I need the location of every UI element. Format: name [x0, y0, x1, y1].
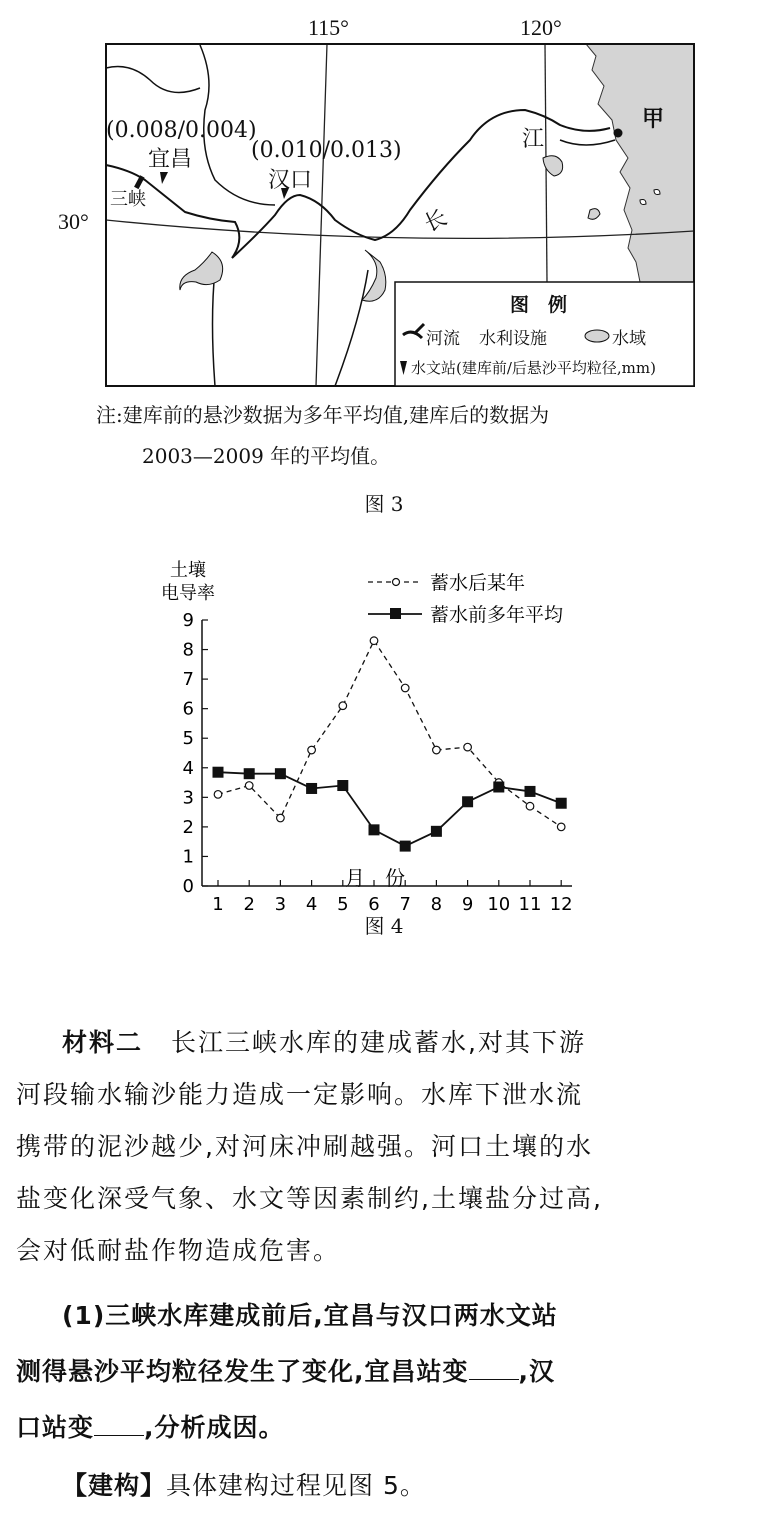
chart-y-tick-label: 8	[182, 639, 194, 661]
chart-y-tick-label: 5	[182, 728, 194, 750]
construct-text: 具体建构过程见图 5。	[166, 1471, 426, 1500]
chart-x-tick-label: 8	[430, 894, 443, 915]
material2-line5: 会对低耐盐作物造成危害。	[16, 1236, 341, 1265]
chart-y-tick-label: 1	[182, 846, 194, 868]
chang-label: 长	[420, 205, 452, 238]
series-1-point	[433, 746, 441, 754]
river-southeast	[335, 270, 368, 386]
construct-tag: 【建构】	[62, 1471, 167, 1500]
series-2-point	[493, 781, 504, 792]
chart-x-tick-label: 2	[243, 894, 255, 915]
hankou-answer-blank[interactable]	[94, 1413, 144, 1436]
legend-after-label: 蓄水后某年	[430, 572, 526, 594]
island-2	[654, 190, 660, 195]
chart-x-tick-label: 12	[549, 894, 573, 915]
river-northwest	[106, 67, 200, 93]
series-1-point	[214, 791, 222, 799]
lake-small-1	[588, 209, 600, 220]
jiang-label: 江	[522, 127, 545, 152]
chart-y-tick-label: 7	[182, 669, 194, 691]
series-2-point	[369, 824, 380, 835]
chart-x-tick-label: 1	[212, 894, 224, 915]
chart-xlabel: 月 份	[345, 866, 405, 890]
legend-facility-label: 水利设施	[479, 329, 547, 349]
yichang-answer-blank[interactable]	[469, 1357, 519, 1380]
series-1-point	[277, 814, 285, 822]
question-line2	[16, 1344, 555, 1400]
chart-ylabel-line2: 电导率	[161, 583, 215, 604]
meridian-115	[316, 44, 327, 386]
sanxia-label: 三峡	[110, 189, 146, 210]
figure3-note-line1: 注:建库前的悬沙数据为多年平均值,建库后的数据为	[96, 403, 550, 427]
yichang-values-label: (0.008/0.004)	[106, 118, 257, 143]
hankou-values-label: (0.010/0.013)	[251, 138, 402, 163]
chart-y-tick-label: 3	[182, 787, 194, 809]
series-2-point	[525, 786, 536, 797]
series-2-point	[400, 841, 411, 852]
series-line-2	[218, 772, 561, 846]
chart-x-tick-label: 9	[461, 894, 474, 915]
estuary-bank	[560, 140, 615, 145]
series-1-point	[526, 802, 534, 810]
series-1-point	[308, 746, 316, 754]
series-1-point	[245, 782, 253, 790]
series-2-point	[431, 826, 442, 837]
series-1-point	[370, 637, 378, 645]
legend-water-icon	[585, 330, 609, 342]
material2-text-1: 长江三峡水库的建成蓄水,对其下游	[171, 1028, 586, 1057]
legend-water-label: 水域	[612, 329, 646, 349]
chart-x-tick-label: 3	[274, 894, 287, 915]
material2-line1	[62, 1017, 586, 1069]
series-2-point	[337, 780, 348, 791]
legend-river-label: 河流	[426, 329, 460, 349]
chart-x-tick-label: 11	[518, 894, 542, 915]
chart-y-tick-label: 4	[182, 757, 194, 779]
yichang-station-marker	[160, 172, 168, 184]
series-1-point	[401, 684, 409, 692]
series-2-point	[462, 796, 473, 807]
series-2-point	[556, 798, 567, 809]
series-line-1	[218, 641, 561, 827]
chart-x-tick-label: 5	[337, 894, 349, 915]
question-line3-tail: ,分析成因。	[144, 1413, 285, 1442]
question-line2-tail: ,汉	[518, 1357, 555, 1386]
chart-x-tick-label: 4	[305, 894, 318, 915]
chart-x-tick-label: 6	[368, 894, 380, 915]
chart-y-tick-label: 2	[182, 816, 194, 838]
jia-point-marker	[614, 129, 623, 138]
material2-heading: 材料二	[62, 1028, 144, 1057]
series-2-point	[275, 768, 286, 779]
material2-line2: 河段输水输沙能力造成一定影响。水库下泄水流	[16, 1080, 584, 1109]
legend-station-label: 水文站(建库前/后悬沙平均粒径,mm)	[411, 359, 656, 377]
longitude-115-label: 115°	[308, 15, 349, 40]
question-line2-text: 测得悬沙平均粒径发生了变化,宜昌站变	[16, 1357, 469, 1386]
series-1-point	[464, 743, 472, 751]
question-line1: (1)三峡水库建成前后,宜昌与汉口两水文站	[62, 1301, 558, 1330]
series-2-point	[306, 783, 317, 794]
latitude-30-label: 30°	[58, 209, 89, 234]
chart-x-tick-label: 10	[487, 894, 511, 915]
legend-title: 图 例	[510, 294, 568, 316]
chart-x-tick-label: 7	[399, 894, 411, 915]
series-2-point	[213, 767, 224, 778]
line-chart-figure-4	[0, 540, 758, 915]
series-1-point	[339, 702, 347, 710]
question-line3-text: 口站变	[16, 1413, 95, 1442]
chart-ylabel-line1: 土壤	[170, 560, 206, 581]
legend-after-marker	[393, 579, 400, 586]
material2-line4: 盐变化深受气象、水文等因素制约,土壤盐分过高,	[16, 1184, 603, 1213]
lake-poyang	[362, 250, 386, 301]
legend-before-label: 蓄水前多年平均	[430, 604, 564, 626]
legend-before-marker	[390, 608, 401, 619]
river-south	[213, 270, 216, 386]
hankou-label: 汉口	[268, 168, 313, 193]
chart-y-tick-label: 9	[182, 610, 194, 631]
chart-y-tick-label: 6	[182, 698, 194, 720]
island-1	[640, 200, 646, 205]
yichang-label: 宜昌	[148, 147, 193, 172]
chart-y-tick-label: 0	[182, 876, 194, 897]
sea-area	[586, 44, 694, 282]
material2-line3: 携带的泥沙越少,对河床冲刷越强。河口土壤的水	[16, 1132, 593, 1161]
question-line3	[16, 1400, 285, 1456]
lake-dongting	[180, 252, 223, 290]
series-1-point	[557, 823, 565, 831]
jia-label: 甲	[642, 107, 665, 132]
figure4-caption: 图 4	[364, 914, 404, 938]
series-2-point	[244, 768, 255, 779]
figure3-note-line2: 2003—2009 年的平均值。	[142, 444, 391, 468]
figure3-caption: 图 3	[364, 492, 404, 516]
construct-line	[62, 1458, 426, 1514]
longitude-120-label: 120°	[520, 15, 562, 40]
